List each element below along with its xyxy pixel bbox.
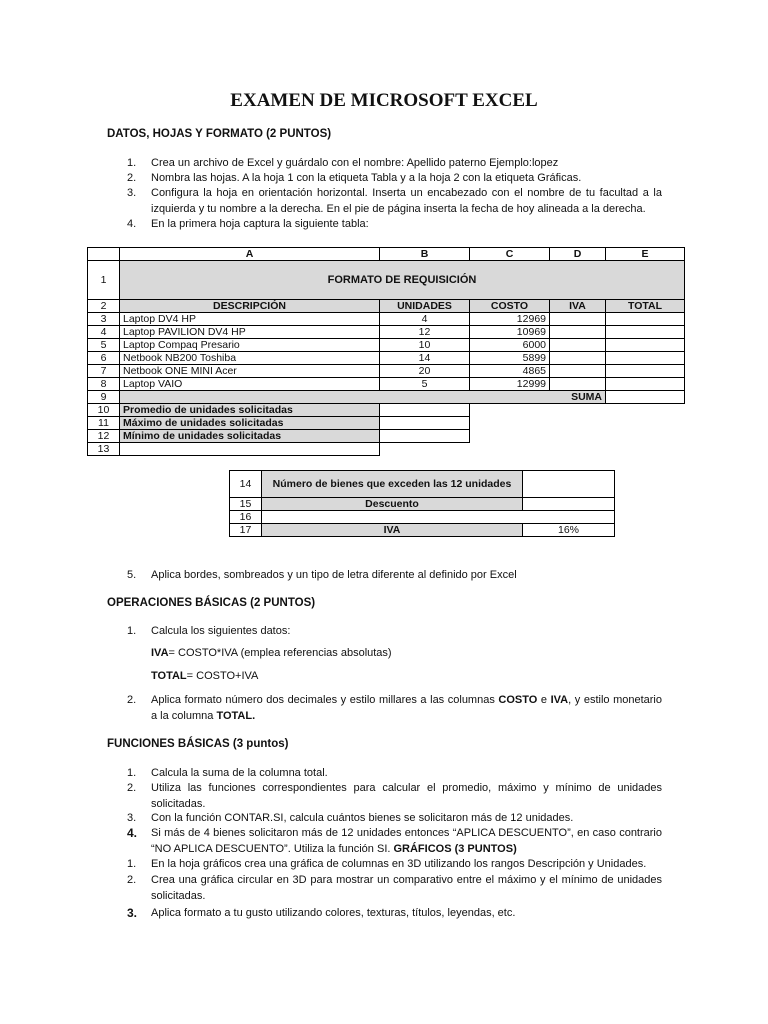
suma-value-cell: [606, 391, 685, 404]
row-number: 5: [88, 339, 120, 352]
item-text: Calcula los siguientes datos:: [151, 625, 291, 637]
table-row: [88, 378, 685, 391]
cell-costo: 4865: [470, 365, 550, 378]
row-number: 16: [230, 511, 262, 524]
iva-label: IVA: [262, 524, 523, 537]
item-number: 2.: [127, 874, 137, 886]
empty-cell: [262, 511, 615, 524]
row-number: 11: [88, 417, 120, 430]
exceden-label: Número de bienes que exceden las 12 unidades: [262, 471, 523, 498]
cell-descripcion: Laptop Compaq Presario: [120, 339, 380, 352]
row-number: 13: [88, 443, 120, 456]
list-item: [127, 156, 662, 172]
item-text: Configura la hoja en orientación horizontal. Inserta un encabezado con el nombre de tu facultad a la izquierda y tu nombre a la derecha. En el pie de página inserta la fecha de hoy alineada a la derecha.: [151, 187, 662, 215]
total-formula-text: = COSTO+IVA: [186, 670, 259, 682]
item-number: 2.: [127, 172, 137, 184]
item-number: 1.: [127, 858, 137, 870]
cell-unidades: 10: [380, 339, 470, 352]
section-heading-funciones: FUNCIONES BÁSICAS (3 puntos): [107, 738, 289, 750]
row-number: 4: [88, 326, 120, 339]
row-number: 14: [230, 471, 262, 498]
suma-label: SUMA: [120, 391, 606, 404]
table-row: [88, 313, 685, 326]
row-number: 8: [88, 378, 120, 391]
list-item: [127, 826, 662, 857]
item-number: 3.: [127, 906, 138, 920]
header-cell: COSTO: [470, 300, 550, 313]
cell-descripcion: Laptop VAIO: [120, 378, 380, 391]
bold-fragment: IVA: [550, 694, 569, 706]
text-fragment: Si más de 4 bienes solicitaron más de 12 unidades entonces “APLICA DESCUENTO”, en caso contrario “NO APLICA DESCUENTO”. Utiliza la función SI.: [151, 827, 662, 855]
total-formula: [151, 670, 258, 682]
cell-iva: [550, 352, 606, 365]
item-text: [151, 693, 662, 724]
item-number: 1.: [127, 157, 137, 169]
list-item: [127, 217, 662, 233]
stat-label: Mínimo de unidades solicitadas: [120, 430, 380, 443]
list-item: [127, 781, 662, 812]
item-text: Nombra las hojas. A la hoja 1 con la etiqueta Tabla y a la hoja 2 con la etiqueta Gráficas.: [151, 172, 582, 184]
cell-descripcion: Netbook ONE MINI Acer: [120, 365, 380, 378]
col-header: A: [120, 248, 380, 261]
item-text: Crea una gráfica circular en 3D para mostrar un comparativo entre el máximo y el mínimo de unidades solicitadas.: [151, 874, 662, 902]
cell-total: [606, 313, 685, 326]
item-text: En la hoja gráficos crea una gráfica de columnas en 3D utilizando los rangos Descripción y Unidades.: [151, 858, 647, 870]
row-number: 7: [88, 365, 120, 378]
table-row: [88, 365, 685, 378]
cell-costo: 10969: [470, 326, 550, 339]
item-text: Crea un archivo de Excel y guárdalo con el nombre: Apellido paterno Ejemplo:lopez: [151, 157, 559, 169]
item-text: Con la función CONTAR.SI, calcula cuántos bienes se solicitaron más de 12 unidades.: [151, 812, 574, 824]
table-row: [88, 339, 685, 352]
section-heading-datos: DATOS, HOJAS Y FORMATO (2 PUNTOS): [107, 128, 332, 140]
cell-unidades: 12: [380, 326, 470, 339]
header-cell: DESCRIPCIÓN: [120, 300, 380, 313]
cell-costo: 12969: [470, 313, 550, 326]
item-number: 4.: [127, 218, 137, 230]
text-fragment: e: [537, 694, 551, 706]
list-item: [127, 906, 662, 922]
text-fragment: Aplica formato número dos decimales y estilo millares a las columnas: [151, 694, 499, 706]
cell-unidades: 14: [380, 352, 470, 365]
col-header: D: [550, 248, 606, 261]
item-text: Utiliza las funciones correspondientes para calcular el promedio, máximo y mínimo de unidades solicitadas.: [151, 782, 662, 810]
corner-cell: [88, 248, 120, 261]
header-cell: UNIDADES: [380, 300, 470, 313]
row-number: 15: [230, 498, 262, 511]
list-item: [127, 624, 662, 640]
row-number: 9: [88, 391, 120, 404]
cell-total: [606, 378, 685, 391]
cell-iva: [550, 326, 606, 339]
item-text: Calcula la suma de la columna total.: [151, 767, 328, 779]
table-row: [88, 326, 685, 339]
row-number: 1: [88, 261, 120, 300]
summary-table: [229, 470, 615, 537]
cell-descripcion: Laptop DV4 HP: [120, 313, 380, 326]
empty-cell: [120, 443, 380, 456]
col-header: C: [470, 248, 550, 261]
cell-unidades: 4: [380, 313, 470, 326]
row-number: 2: [88, 300, 120, 313]
item-text: Aplica formato a tu gusto utilizando colores, texturas, títulos, leyendas, etc.: [151, 907, 516, 919]
cell-total: [606, 365, 685, 378]
descuento-label: Descuento: [262, 498, 523, 511]
item-text: Aplica bordes, sombreados y un tipo de letra diferente al definido por Excel: [151, 569, 517, 581]
col-header: E: [606, 248, 685, 261]
stat-value-cell: [380, 417, 470, 430]
text-fragment: , y estilo monetario a la columna: [151, 694, 662, 722]
page-title: EXAMEN DE MICROSOFT EXCEL: [230, 90, 538, 111]
section-heading-operaciones: OPERACIONES BÁSICAS (2 PUNTOS): [107, 597, 316, 609]
descuento-value-cell: [523, 498, 615, 511]
cell-iva: [550, 339, 606, 352]
list-item: [127, 171, 662, 187]
cell-unidades: 20: [380, 365, 470, 378]
table-title: FORMATO DE REQUISICIÓN: [120, 261, 685, 300]
requisition-table: [87, 247, 685, 456]
list-item: [127, 186, 662, 217]
cell-descripcion: Netbook NB200 Toshiba: [120, 352, 380, 365]
row-number: 10: [88, 404, 120, 417]
item-text: [151, 826, 662, 857]
cell-total: [606, 326, 685, 339]
header-cell: IVA: [550, 300, 606, 313]
bold-fragment: COSTO: [498, 694, 538, 706]
list-item: [127, 857, 662, 873]
item-number: 2.: [127, 782, 137, 794]
cell-iva: [550, 365, 606, 378]
total-formula-label: TOTAL: [151, 670, 187, 682]
stat-value-cell: [380, 404, 470, 417]
cell-total: [606, 339, 685, 352]
stat-label: Máximo de unidades solicitadas: [120, 417, 380, 430]
cell-costo: 5899: [470, 352, 550, 365]
iva-rate: 16%: [523, 524, 615, 537]
table-row: [88, 352, 685, 365]
list-item: [127, 693, 662, 724]
row-number: 12: [88, 430, 120, 443]
exceden-value-cell: [523, 471, 615, 498]
cell-iva: [550, 313, 606, 326]
row-number: 3: [88, 313, 120, 326]
stat-label: Promedio de unidades solicitadas: [120, 404, 380, 417]
item-number: 5.: [127, 569, 137, 581]
stat-value-cell: [380, 430, 470, 443]
item-number: 3.: [127, 187, 137, 199]
list-item: [127, 811, 662, 827]
row-number: 6: [88, 352, 120, 365]
item-number: 3.: [127, 812, 137, 824]
row-number: 17: [230, 524, 262, 537]
iva-formula: [151, 647, 392, 659]
item-text: En la primera hoja captura la siguiente tabla:: [151, 218, 369, 230]
list-item: [127, 766, 662, 782]
cell-costo: 12999: [470, 378, 550, 391]
item-number: 4.: [127, 826, 138, 840]
cell-total: [606, 352, 685, 365]
list-item: [127, 873, 662, 904]
item-number: 1.: [127, 767, 137, 779]
item-number: 1.: [127, 625, 137, 637]
bold-fragment: GRÁFICOS (3 PUNTOS): [393, 842, 517, 855]
col-header: B: [380, 248, 470, 261]
iva-formula-label: IVA: [151, 647, 169, 659]
item-number: 2.: [127, 694, 137, 706]
iva-formula-text: = COSTO*IVA (emplea referencias absolutas): [168, 647, 392, 659]
cell-descripcion: Laptop PAVILION DV4 HP: [120, 326, 380, 339]
header-cell: TOTAL: [606, 300, 685, 313]
cell-unidades: 5: [380, 378, 470, 391]
list-item: [127, 568, 662, 584]
bold-fragment: TOTAL.: [216, 709, 256, 722]
cell-iva: [550, 378, 606, 391]
cell-costo: 6000: [470, 339, 550, 352]
